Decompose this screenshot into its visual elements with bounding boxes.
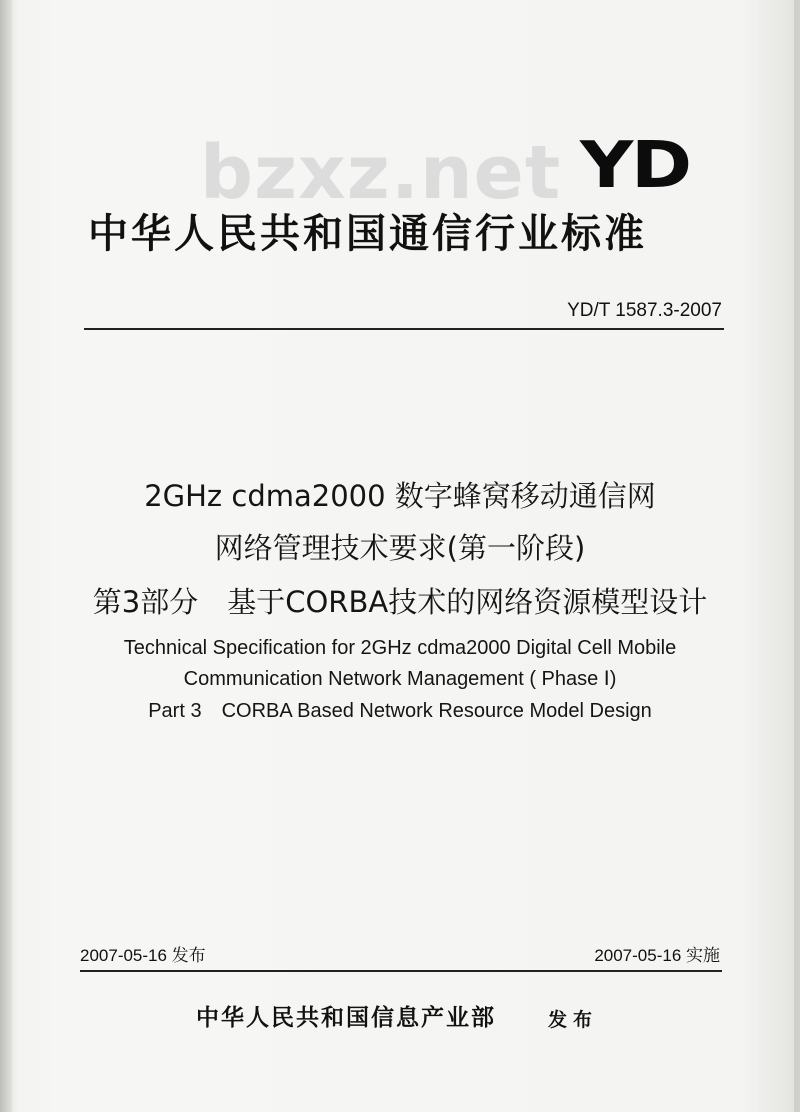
footer-divider [80,970,722,972]
publisher-name: 中华人民共和国信息产业部 [196,1004,496,1031]
implementation-date: 2007-05-16 实施 [594,946,720,965]
watermark: bzxz.net [200,130,562,216]
publish-label: 发布 [548,1009,599,1031]
english-title-line-1: Technical Specification for 2GHz cdma2000 Digital Cell Mobile [123,637,677,659]
header-divider [84,328,724,330]
english-title-line-2: Communication Network Management ( Phase Ⅰ) [183,668,617,690]
standard-number: YD/T 1587.3-2007 [567,300,722,321]
binding-edge [0,0,12,1112]
chinese-title-line-3: 第3部分 基于CORBA技术的网络资源模型设计 [92,585,708,619]
chinese-title-line-2: 网络管理技术要求(第一阶段) [214,531,586,565]
standard-category-title: 中华人民共和国通信行业标准 [88,211,647,257]
page-edge [794,0,800,1112]
yd-logo: YD [580,129,690,203]
issue-date: 2007-05-16 发布 [80,946,206,965]
english-title-line-3: Part 3 CORBA Based Network Resource Model Design [148,700,652,722]
chinese-title-line-1: 2GHz cdma2000 数字蜂窝移动通信网 [144,479,656,513]
